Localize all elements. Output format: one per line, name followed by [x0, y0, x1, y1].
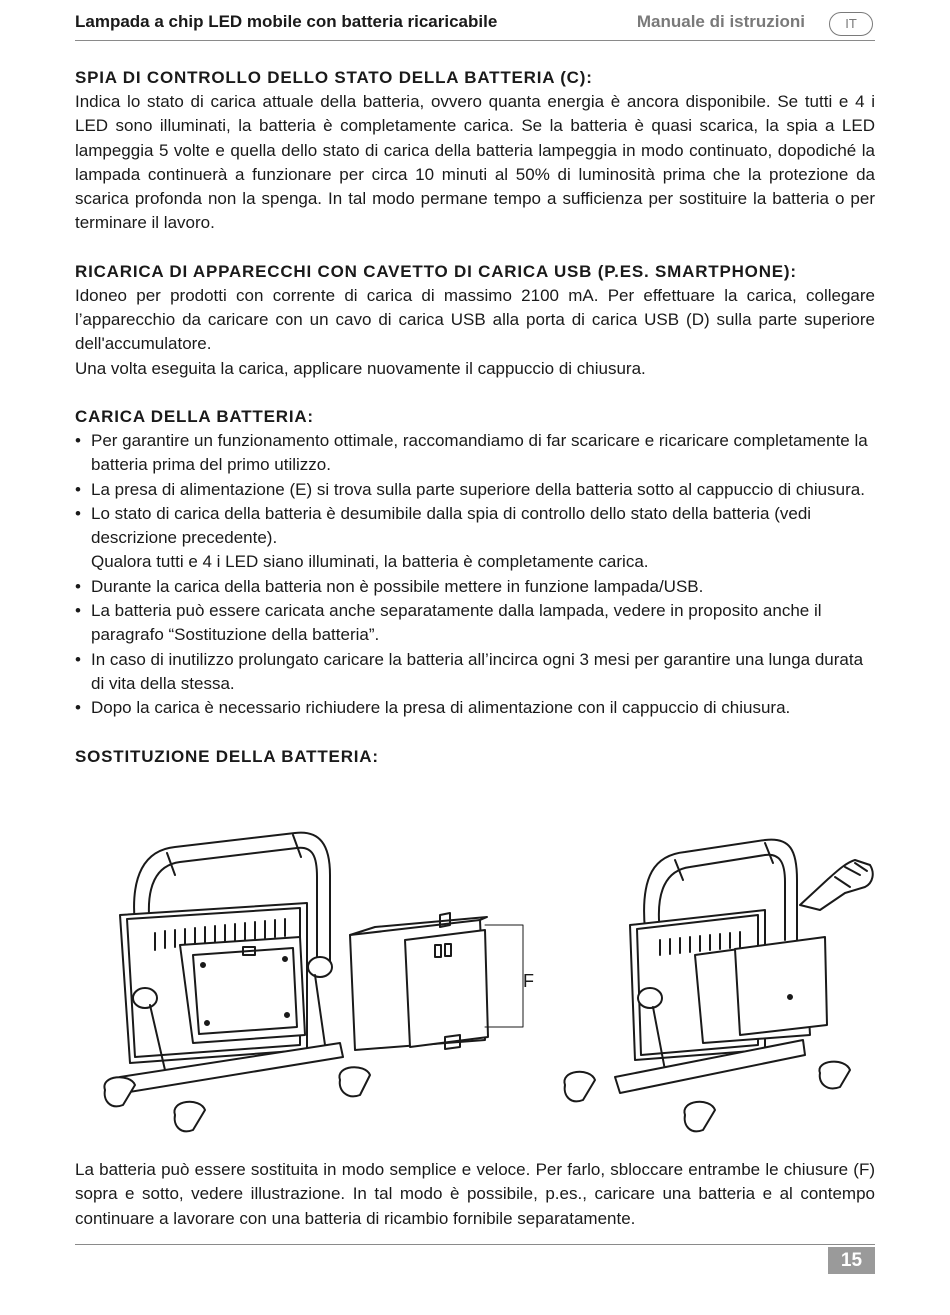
main-content	[75, 66, 875, 769]
bullet-marker: •	[75, 601, 81, 621]
pointing-hand-icon	[800, 860, 873, 910]
page-number: 15	[828, 1247, 875, 1274]
list-item: • In caso di inutilizzo prolungato caricare la batteria all’incirca ogni 3 mesi per garantire una lunga durata di vita della stessa.	[75, 649, 864, 693]
section-text-battery-status: Indica lo stato di carica attuale della batteria, ovvero quanta energia è ancora disponibile. Se tutti e 4 i LED sono illuminati, la batteria è completamente carica. Se la batteria è quasi scarica, la spia a LED lampeggia 5 volte e quella dello stato di carica della batteria lampeggia in modo continuato, dopodiché la lampada continuerà a funzionare per circa 10 minuti al 50% di luminosità prima che la protezione da scarica profonda non la spenga. In tal modo permane tempo a sufficienza per sostituire la batteria o per terminare il lavoro.	[75, 92, 875, 233]
page-header	[75, 10, 875, 41]
battery-replacement-illustration	[75, 815, 875, 1145]
lamp-with-battery-attached-illustration	[564, 840, 850, 1132]
figure-label-f: F	[523, 971, 534, 991]
bullet-marker: •	[75, 479, 81, 499]
list-item: • La presa di alimentazione (E) si trova sulla parte superiore della batteria sotto al cappuccio di chiusura.	[75, 478, 875, 502]
bullet-marker: •	[75, 698, 81, 718]
bullet-marker: •	[75, 576, 81, 596]
lamp-with-battery-removed-illustration	[104, 833, 523, 1132]
section-title-battery-status: SPIA DI CONTROLLO DELLO STATO DELLA BATTERIA (C):	[75, 68, 593, 87]
bullet-marker: •	[75, 503, 81, 523]
list-item: • Durante la carica della batteria non è possibile mettere in funzione lampada/USB.	[75, 575, 875, 599]
language-badge: IT	[829, 12, 873, 36]
footer-divider	[75, 1244, 875, 1245]
list-item-continuation: Qualora tutti e 4 i LED siano illuminati, la batteria è completamente carica.	[91, 552, 649, 572]
replacement-description	[75, 1158, 875, 1231]
section-text-usb-charging-2: Una volta eseguita la carica, applicare nuovamente il cappuccio di chiusura.	[75, 358, 646, 378]
list-item: • Per garantire un funzionamento ottimale, raccomandiamo di far scaricare e ricaricare completamente la batteria prima del primo utilizzo.	[75, 430, 868, 475]
section-title-usb-charging: RICARICA DI APPARECCHI CON CAVETTO DI CARICA USB (P.ES. SMARTPHONE):	[75, 261, 797, 281]
section-text-battery-replacement: La batteria può essere sostituita in modo semplice e veloce. Per farlo, sbloccare entrambe le chiusure (F) sopra e sotto, vedere illustrazione. In tal modo è possibile, p.es., caricare una batteria e al contempo continuare a lavorare con una batteria di ricambio fornibile separatamente.	[75, 1160, 875, 1228]
bullet-marker: •	[75, 649, 81, 669]
header-title: Lampada a chip LED mobile con batteria ricaricabile	[75, 12, 498, 31]
section-title-battery-charging: CARICA DELLA BATTERIA:	[75, 406, 314, 426]
charging-bullet-list	[75, 429, 875, 721]
header-manual-label: Manuale di istruzioni	[636, 12, 805, 31]
list-item: • Lo stato di carica della batteria è desumibile dalla spia di controllo dello stato della batteria (vedi descrizione precedente).	[75, 503, 812, 548]
section-text-usb-charging-1: Idoneo per prodotti con corrente di carica di massimo 2100 mA. Per effettuare la carica, collegare l’apparecchio da caricare con un cavo di carica USB alla porta di carica USB (D) sulla parte superiore dell'accumulatore.	[75, 285, 875, 354]
list-item: • Dopo la carica è necessario richiudere la presa di alimentazione con il cappuccio di chiusura.	[75, 696, 875, 720]
list-item: • La batteria può essere caricata anche separatamente dalla lampada, vedere in proposito anche il paragrafo “Sostituzione della batteria”.	[75, 601, 822, 645]
bullet-marker: •	[75, 430, 81, 450]
section-title-battery-replacement: SOSTITUZIONE DELLA BATTERIA:	[75, 746, 379, 766]
